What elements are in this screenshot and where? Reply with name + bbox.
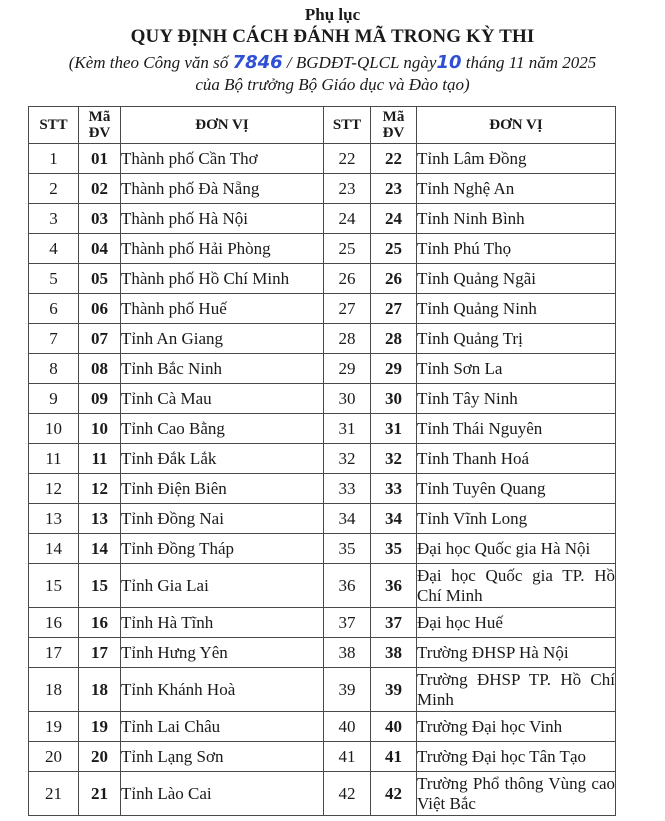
subtitle-mid: / BGDĐT-QLCL ngày	[282, 53, 437, 72]
table-row	[29, 564, 616, 608]
stt-cell-right: 23	[324, 174, 371, 204]
table-row	[29, 668, 616, 712]
table-row	[29, 294, 616, 324]
code-cell-right: 25	[371, 234, 417, 264]
stt-cell-right: 30	[324, 384, 371, 414]
table-row	[29, 772, 616, 816]
table-row	[29, 384, 616, 414]
stt-cell-left: 9	[29, 384, 79, 414]
stt-cell-left: 20	[29, 742, 79, 772]
code-cell-right: 31	[371, 414, 417, 444]
header-unit-left: ĐƠN VỊ	[121, 107, 324, 144]
stt-cell-right: 26	[324, 264, 371, 294]
stt-cell-right: 38	[324, 638, 371, 668]
unit-name-cell-right: Tỉnh Quảng Ninh	[417, 294, 616, 324]
unit-name-cell-right: Tỉnh Nghệ An	[417, 174, 616, 204]
stt-cell-left: 16	[29, 608, 79, 638]
unit-name-cell-left: Tỉnh Cà Mau	[121, 384, 324, 414]
code-cell-right: 30	[371, 384, 417, 414]
unit-name-cell-right: Đại học Huế	[417, 608, 616, 638]
unit-name-cell-right: Tỉnh Tây Ninh	[417, 384, 616, 414]
unit-name-cell-left: Tỉnh Đắk Lắk	[121, 444, 324, 474]
stt-cell-left: 17	[29, 638, 79, 668]
table-row	[29, 742, 616, 772]
code-cell-right: 42	[371, 772, 417, 816]
table-row	[29, 354, 616, 384]
unit-name-cell-left: Tỉnh An Giang	[121, 324, 324, 354]
table-row	[29, 534, 616, 564]
code-cell-right: 29	[371, 354, 417, 384]
subtitle-prefix: (Kèm theo Công văn số	[68, 53, 233, 72]
stt-cell-right: 24	[324, 204, 371, 234]
stt-cell-right: 34	[324, 504, 371, 534]
unit-name-cell-right: Tỉnh Vĩnh Long	[417, 504, 616, 534]
table-row	[29, 444, 616, 474]
unit-name-cell-left: Tỉnh Hưng Yên	[121, 638, 324, 668]
table-row	[29, 204, 616, 234]
unit-name-cell-left: Tỉnh Gia Lai	[121, 564, 324, 608]
stt-cell-right: 39	[324, 668, 371, 712]
unit-name-cell-left: Tỉnh Cao Bằng	[121, 414, 324, 444]
stt-cell-right: 32	[324, 444, 371, 474]
subtitle-line-2: của Bộ trưởng Bộ Giáo dục và Đào tạo)	[195, 75, 470, 94]
stt-cell-left: 6	[29, 294, 79, 324]
stt-cell-left: 14	[29, 534, 79, 564]
unit-name-cell-right: Đại học Quốc gia Hà Nội	[417, 534, 616, 564]
table-row	[29, 712, 616, 742]
header-stt-left: STT	[29, 107, 79, 144]
stt-cell-right: 25	[324, 234, 371, 264]
stt-cell-left: 2	[29, 174, 79, 204]
code-cell-right: 37	[371, 608, 417, 638]
code-cell-left: 17	[79, 638, 121, 668]
code-cell-left: 18	[79, 668, 121, 712]
table-row	[29, 414, 616, 444]
unit-name-cell-left: Thành phố Đà Nẵng	[121, 174, 324, 204]
stt-cell-right: 40	[324, 712, 371, 742]
table-row	[29, 608, 616, 638]
stt-cell-left: 12	[29, 474, 79, 504]
code-cell-right: 24	[371, 204, 417, 234]
code-cell-left: 19	[79, 712, 121, 742]
stt-cell-right: 35	[324, 534, 371, 564]
stt-cell-left: 7	[29, 324, 79, 354]
unit-name-cell-right: Tỉnh Tuyên Quang	[417, 474, 616, 504]
unit-name-cell-left: Tỉnh Hà Tĩnh	[121, 608, 324, 638]
appendix-label: Phụ lục	[304, 5, 361, 24]
unit-name-cell-left: Thành phố Hà Nội	[121, 204, 324, 234]
stt-cell-left: 15	[29, 564, 79, 608]
stt-cell-left: 8	[29, 354, 79, 384]
unit-name-cell-right: Trường Đại học Vinh	[417, 712, 616, 742]
code-cell-right: 32	[371, 444, 417, 474]
code-cell-left: 07	[79, 324, 121, 354]
code-cell-left: 16	[79, 608, 121, 638]
unit-name-cell-right: Tỉnh Ninh Bình	[417, 204, 616, 234]
unit-name-cell-left: Tỉnh Khánh Hoà	[121, 668, 324, 712]
stt-cell-right: 22	[324, 144, 371, 174]
stt-cell-right: 31	[324, 414, 371, 444]
subtitle-suffix: tháng 11 năm 2025	[461, 53, 597, 72]
unit-name-cell-left: Tỉnh Đồng Tháp	[121, 534, 324, 564]
unit-name-cell-right: Trường ĐHSP Hà Nội	[417, 638, 616, 668]
code-cell-right: 38	[371, 638, 417, 668]
stt-cell-left: 4	[29, 234, 79, 264]
table-body	[29, 144, 616, 816]
stt-cell-left: 5	[29, 264, 79, 294]
code-cell-right: 26	[371, 264, 417, 294]
stt-cell-left: 1	[29, 144, 79, 174]
stt-cell-left: 21	[29, 772, 79, 816]
subtitle-line-1	[0, 52, 665, 74]
unit-name-cell-right: Tỉnh Sơn La	[417, 354, 616, 384]
table-row	[29, 264, 616, 294]
stt-cell-left: 18	[29, 668, 79, 712]
code-cell-right: 39	[371, 668, 417, 712]
code-cell-left: 04	[79, 234, 121, 264]
table-header-row	[29, 107, 616, 144]
code-cell-right: 33	[371, 474, 417, 504]
code-cell-right: 28	[371, 324, 417, 354]
code-cell-left: 06	[79, 294, 121, 324]
stt-cell-left: 10	[29, 414, 79, 444]
stt-cell-right: 27	[324, 294, 371, 324]
code-cell-right: 36	[371, 564, 417, 608]
unit-name-cell-right: Trường Phổ thông Vùng cao Việt Bắc	[417, 772, 616, 816]
code-cell-right: 22	[371, 144, 417, 174]
stt-cell-right: 37	[324, 608, 371, 638]
code-cell-right: 35	[371, 534, 417, 564]
unit-name-cell-right: Tỉnh Thái Nguyên	[417, 414, 616, 444]
code-cell-left: 08	[79, 354, 121, 384]
unit-code-table	[28, 106, 616, 816]
code-cell-left: 01	[79, 144, 121, 174]
unit-name-cell-left: Tỉnh Bắc Ninh	[121, 354, 324, 384]
code-cell-left: 13	[79, 504, 121, 534]
unit-name-cell-right: Trường ĐHSP TP. Hồ Chí Minh	[417, 668, 616, 712]
header-code-left: Mã ĐV	[79, 107, 121, 144]
table-row	[29, 324, 616, 354]
code-cell-left: 11	[79, 444, 121, 474]
header-unit-right: ĐƠN VỊ	[417, 107, 616, 144]
code-cell-right: 34	[371, 504, 417, 534]
code-cell-left: 10	[79, 414, 121, 444]
code-cell-left: 21	[79, 772, 121, 816]
handwritten-doc-number: 7846	[232, 52, 283, 73]
unit-name-cell-right: Tỉnh Quảng Trị	[417, 324, 616, 354]
stt-cell-left: 19	[29, 712, 79, 742]
stt-cell-right: 42	[324, 772, 371, 816]
stt-cell-left: 11	[29, 444, 79, 474]
unit-name-cell-right: Trường Đại học Tân Tạo	[417, 742, 616, 772]
code-cell-left: 20	[79, 742, 121, 772]
document-title: QUY ĐỊNH CÁCH ĐÁNH MÃ TRONG KỲ THI	[130, 26, 535, 47]
unit-name-cell-right: Tỉnh Thanh Hoá	[417, 444, 616, 474]
code-cell-left: 12	[79, 474, 121, 504]
header-stt-right: STT	[324, 107, 371, 144]
unit-name-cell-left: Tỉnh Lai Châu	[121, 712, 324, 742]
table-row	[29, 174, 616, 204]
unit-name-cell-right: Tỉnh Lâm Đồng	[417, 144, 616, 174]
unit-name-cell-left: Tỉnh Điện Biên	[121, 474, 324, 504]
unit-name-cell-left: Tỉnh Lạng Sơn	[121, 742, 324, 772]
stt-cell-right: 41	[324, 742, 371, 772]
stt-cell-right: 36	[324, 564, 371, 608]
stt-cell-left: 13	[29, 504, 79, 534]
stt-cell-left: 3	[29, 204, 79, 234]
table-row	[29, 504, 616, 534]
unit-name-cell-left: Tỉnh Đồng Nai	[121, 504, 324, 534]
table-row	[29, 474, 616, 504]
table-row	[29, 234, 616, 264]
code-cell-right: 23	[371, 174, 417, 204]
code-cell-right: 40	[371, 712, 417, 742]
code-cell-left: 14	[79, 534, 121, 564]
unit-name-cell-right: Đại học Quốc gia TP. Hồ Chí Minh	[417, 564, 616, 608]
code-cell-left: 15	[79, 564, 121, 608]
table-row	[29, 144, 616, 174]
stt-cell-right: 28	[324, 324, 371, 354]
code-cell-right: 27	[371, 294, 417, 324]
code-cell-left: 02	[79, 174, 121, 204]
unit-name-cell-right: Tỉnh Quảng Ngãi	[417, 264, 616, 294]
unit-name-cell-right: Tỉnh Phú Thọ	[417, 234, 616, 264]
unit-name-cell-left: Thành phố Cần Thơ	[121, 144, 324, 174]
unit-name-cell-left: Thành phố Hải Phòng	[121, 234, 324, 264]
unit-name-cell-left: Thành phố Hồ Chí Minh	[121, 264, 324, 294]
stt-cell-right: 33	[324, 474, 371, 504]
code-cell-left: 05	[79, 264, 121, 294]
code-cell-left: 03	[79, 204, 121, 234]
table-row	[29, 638, 616, 668]
unit-name-cell-left: Tỉnh Lào Cai	[121, 772, 324, 816]
unit-name-cell-left: Thành phố Huế	[121, 294, 324, 324]
handwritten-day: 10	[436, 52, 462, 73]
code-cell-left: 09	[79, 384, 121, 414]
stt-cell-right: 29	[324, 354, 371, 384]
code-cell-right: 41	[371, 742, 417, 772]
header-code-right: Mã ĐV	[371, 107, 417, 144]
